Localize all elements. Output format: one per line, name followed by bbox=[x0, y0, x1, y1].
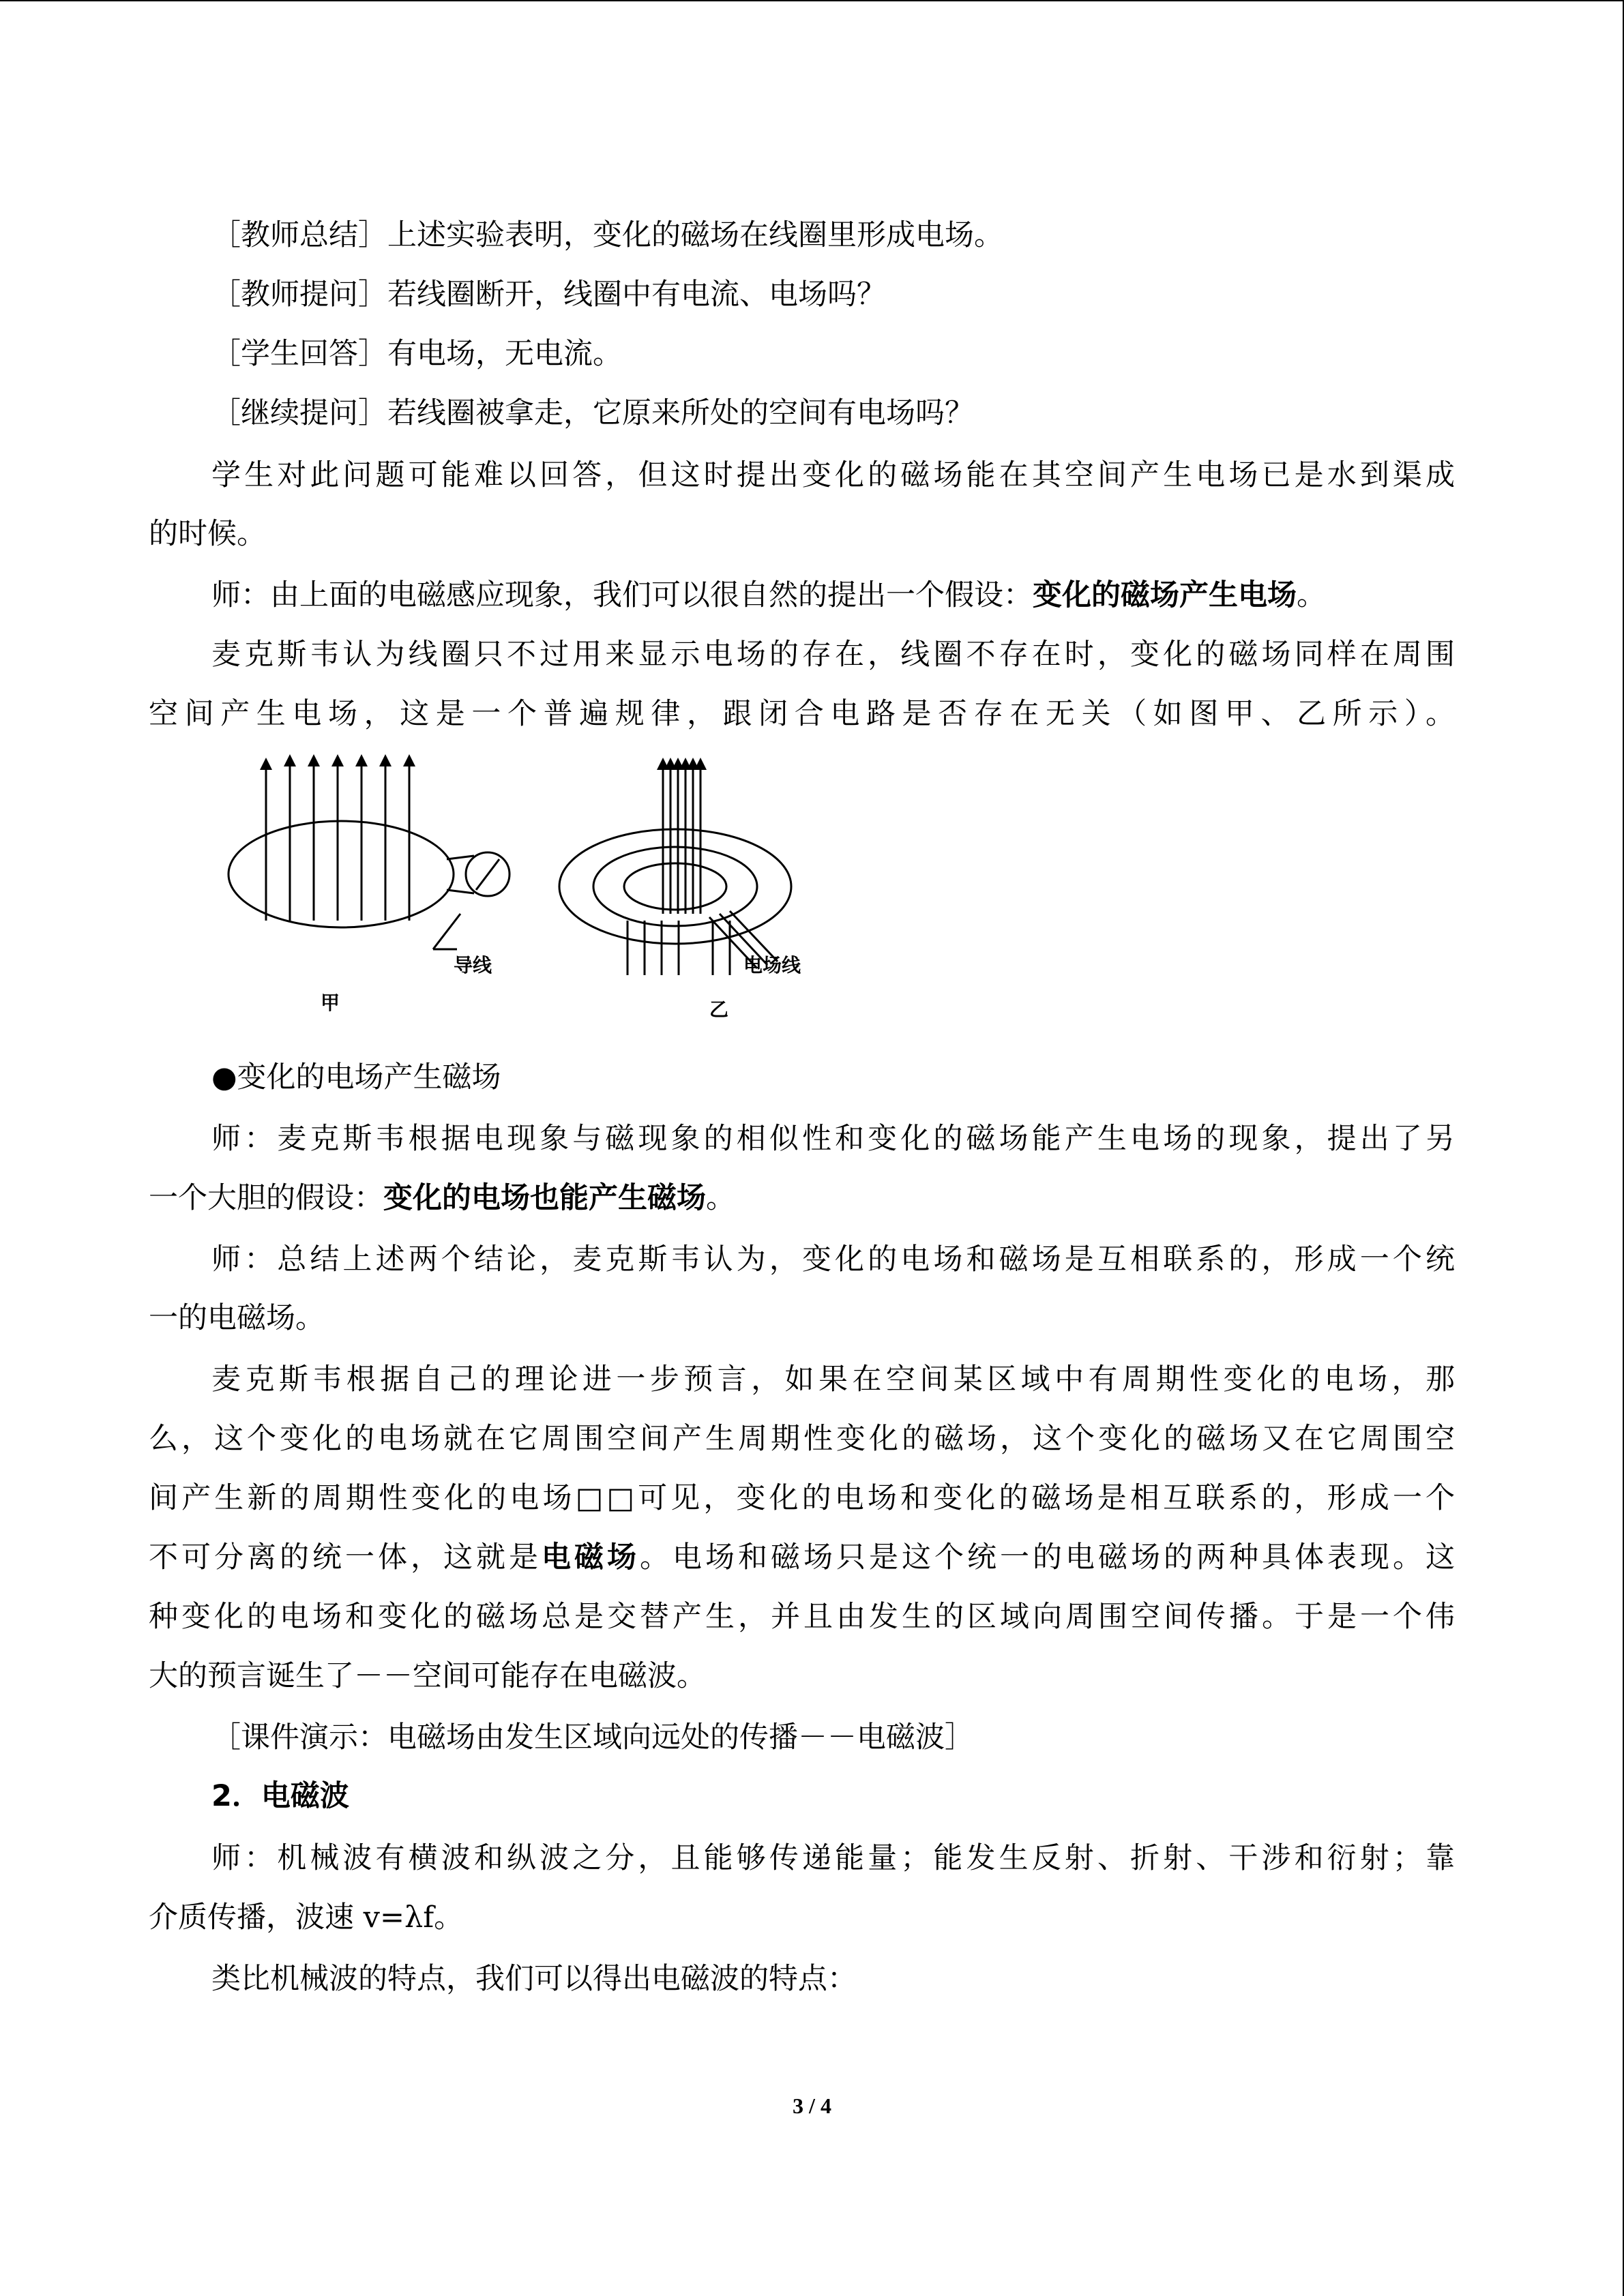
paragraph-prediction-line3: 间产生新的周期性变化的电场□□可见，变化的电场和变化的磁场是相互联系的，形成一个 bbox=[149, 1481, 1455, 1515]
paragraph-teacher-question: ［教师提问］若线圈断开，线圈中有电流、电场吗？ bbox=[211, 278, 886, 312]
page-number: 3 / 4 bbox=[793, 2093, 831, 2118]
label-jia: 甲 bbox=[321, 992, 340, 1014]
paragraph-mechanical-wave-line2: 介质传播，波速 v=λf。 bbox=[149, 1900, 464, 1935]
paragraph-student-reflection-line1: 学生对此问题可能难以回答，但这时提出变化的磁场能在其空间产生电场已是水到渠成 bbox=[211, 458, 1455, 492]
paragraph-prediction-line5: 种变化的电场和变化的磁场总是交替产生，并且由发生的区域向周围空间传播。于是一个伟 bbox=[149, 1600, 1455, 1634]
analogy-bold: 变化的电场也能产生磁场 bbox=[383, 1181, 706, 1215]
figure-magnetic-field-diagram bbox=[205, 750, 818, 1037]
hypothesis-prefix: 师：由上面的电磁感应现象，我们可以很自然的提出一个假设： bbox=[211, 578, 1033, 612]
analogy-suffix: 。 bbox=[706, 1181, 735, 1215]
paragraph-mechanical-wave-line1: 师：机械波有横波和纵波之分，且能够传递能量；能发生反射、折射、干涉和衍射；靠 bbox=[211, 1841, 1455, 1875]
paragraph-courseware-demo: ［课件演示：电磁场由发生区域向远处的传播－－电磁波］ bbox=[211, 1720, 974, 1755]
paragraph-summary-line1: 师：总结上述两个结论，麦克斯韦认为，变化的电场和磁场是互相联系的，形成一个统 bbox=[211, 1242, 1455, 1277]
paragraph-follow-up-question: ［继续提问］若线圈被拿走，它原来所处的空间有电场吗？ bbox=[211, 396, 974, 430]
figure-yi bbox=[559, 764, 791, 975]
paragraph-student-reflection-line2: 的时候。 bbox=[149, 517, 266, 551]
paragraph-prediction-line2: 么，这个变化的电场就在它周围空间产生周期性变化的磁场，这个变化的磁场又在它周围空 bbox=[149, 1422, 1455, 1456]
paragraph-maxwell-analogy-line2 bbox=[149, 1178, 735, 1219]
hypothesis-bold: 变化的磁场产生电场 bbox=[1033, 578, 1297, 612]
paragraph-prediction-line1: 麦克斯韦根据自己的理论进一步预言，如果在空间某区域中有周期性变化的电场，那 bbox=[211, 1362, 1455, 1397]
paragraph-prediction-line6: 大的预言诞生了－－空间可能存在电磁波。 bbox=[149, 1659, 706, 1693]
paragraph-teacher-summary: ［教师总结］上述实验表明，变化的磁场在线圈里形成电场。 bbox=[211, 218, 1003, 252]
section-heading-electromagnetic-wave: 2．电磁波 bbox=[211, 1779, 349, 1813]
label-field-line: 电场线 bbox=[743, 954, 801, 976]
analogy-prefix: 一个大胆的假设： bbox=[149, 1181, 383, 1215]
paragraph-student-answer: ［学生回答］有电场，无电流。 bbox=[211, 337, 622, 371]
paragraph-maxwell-analogy-line1: 师：麦克斯韦根据电现象与磁现象的相似性和变化的磁场能产生电场的现象，提出了另 bbox=[211, 1122, 1455, 1156]
prediction-suffix: 。电场和磁场只是这个统一的电磁场的两种具体表现。这 bbox=[640, 1540, 1455, 1575]
paragraph-analogy-conclusion: 类比机械波的特点，我们可以得出电磁波的特点： bbox=[211, 1962, 857, 1996]
paragraph-prediction-line4 bbox=[149, 1537, 1455, 1578]
label-wire: 导线 bbox=[454, 954, 492, 976]
figure-jia bbox=[228, 760, 510, 949]
paragraph-maxwell-line2: 空间产生电场，这是一个普遍规律，跟闭合电路是否存在无关（如图甲、乙所示）。 bbox=[149, 697, 1455, 731]
paragraph-maxwell-line1: 麦克斯韦认为线圈只不过用来显示电场的存在，线圈不存在时，变化的磁场同样在周围 bbox=[211, 638, 1455, 672]
section-heading-changing-electric-field: ●变化的电场产生磁场 bbox=[211, 1060, 501, 1094]
hypothesis-suffix: 。 bbox=[1297, 578, 1326, 612]
prediction-prefix: 不可分离的统一体，这就是 bbox=[149, 1540, 542, 1575]
paragraph-hypothesis bbox=[211, 575, 1326, 616]
paragraph-summary-line2: 一的电磁场。 bbox=[149, 1301, 325, 1335]
prediction-bold: 电磁场 bbox=[542, 1540, 640, 1575]
label-yi: 乙 bbox=[709, 998, 729, 1021]
